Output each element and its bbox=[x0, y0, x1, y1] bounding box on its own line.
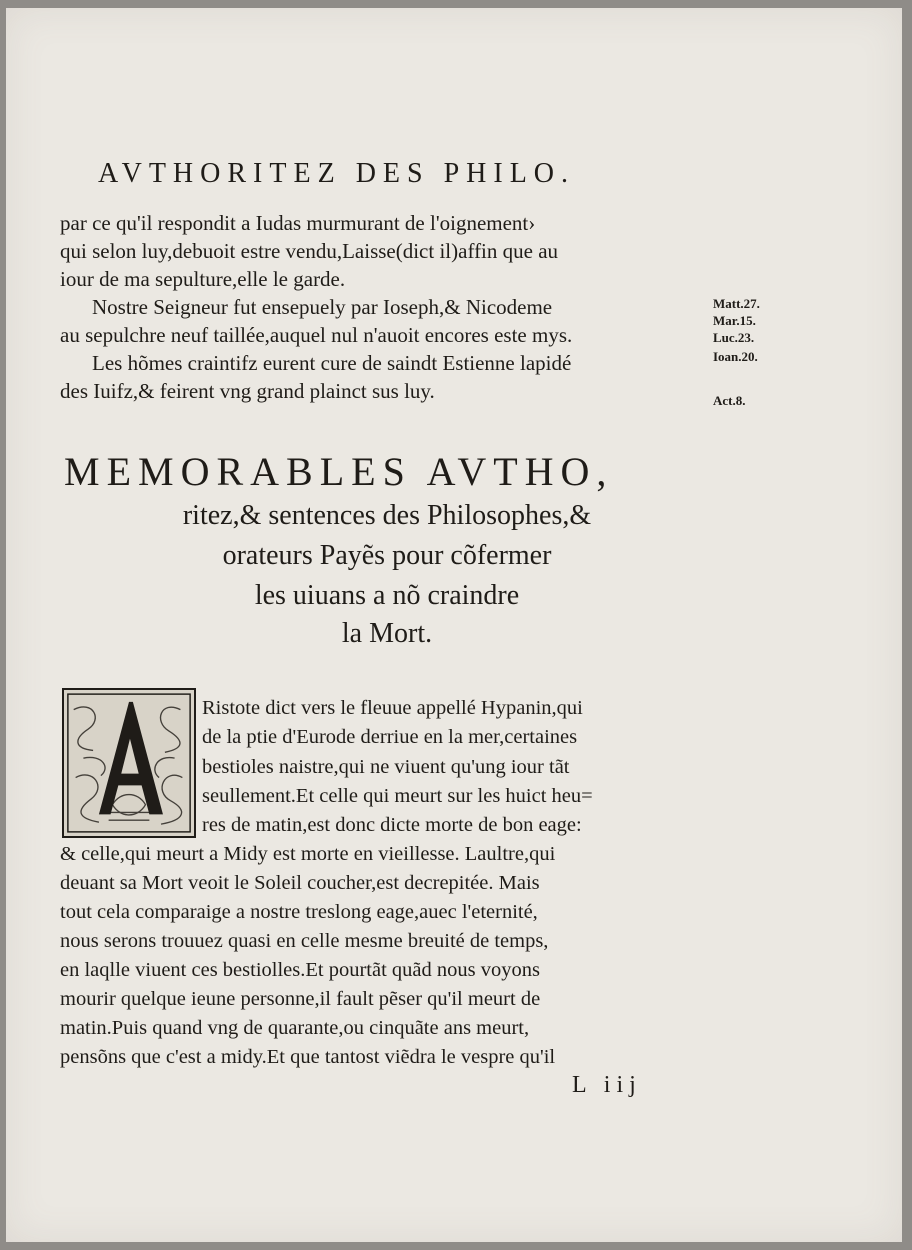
marginal-note: Matt.27. bbox=[713, 296, 760, 311]
text-line: Les hõmes craintifz eurent cure de saindt Estienne lapidé bbox=[92, 351, 572, 375]
body-line: de la ptie d'Eurode derriue en la mer,certaines bbox=[202, 726, 578, 748]
body-line: matin.Puis quand vng de quarante,ou cinquãte ans meurt, bbox=[60, 1017, 530, 1039]
body-line: res de matin,est donc dicte morte de bon eage: bbox=[202, 814, 582, 836]
body-line: nous serons trouuez quasi en celle mesme breuité de temps, bbox=[60, 930, 549, 952]
marginal-note: Mar.15. bbox=[713, 313, 756, 328]
marginal-note: Act.8. bbox=[713, 393, 746, 408]
text-line: par ce qu'il respondit a Iudas murmurant de l'oignement› bbox=[60, 211, 536, 235]
text-line: iour de ma sepulture,elle le garde. bbox=[60, 267, 346, 291]
body-line: mourir quelque ieune personne,il fault pẽser qu'il meurt de bbox=[60, 988, 541, 1010]
body-line: Ristote dict vers le fleuue appellé Hypanin,qui bbox=[202, 697, 583, 719]
section-title-line: les uiuans a nõ craindre bbox=[254, 580, 520, 611]
text-line: des Iuifz,& feirent vng grand plainct sus luy. bbox=[60, 379, 435, 403]
text-line: au sepulchre neuf taillée,auquel nul n'auoit encores este mys. bbox=[60, 323, 573, 347]
text-line: Nostre Seigneur fut ensepuely par Ioseph,& Nicodeme bbox=[92, 295, 553, 319]
body-line: seullement.Et celle qui meurt sur les huict heu= bbox=[202, 785, 593, 807]
section-title: MEMORABLES AVTHO, bbox=[64, 449, 614, 494]
body-line: tout cela comparaige a nostre treslong eage,auec l'eternité, bbox=[60, 901, 538, 923]
body-line: & celle,qui meurt a Midy est morte en vieillesse. Laultre,qui bbox=[60, 843, 556, 865]
body-line: en laqlle viuent ces bestiolles.Et pourtãt quãd nous voyons bbox=[60, 959, 540, 981]
signature-mark: L iij bbox=[572, 1072, 642, 1098]
decorated-initial bbox=[62, 688, 196, 838]
section-title-line: la Mort. bbox=[341, 618, 433, 649]
body-line: deuant sa Mort veoit le Soleil coucher,est decrepitée. Mais bbox=[60, 872, 540, 894]
body-line: pensõns que c'est a midy.Et que tantost viẽdra le vespre qu'il bbox=[60, 1046, 556, 1068]
marginal-note: Luc.23. bbox=[713, 330, 755, 345]
section-title-line: orateurs Payẽs pour cõfermer bbox=[222, 540, 552, 571]
book-page bbox=[6, 8, 902, 1242]
body-line: bestioles naistre,qui ne viuent qu'ung iour tãt bbox=[202, 756, 570, 778]
marginal-note: Ioan.20. bbox=[713, 349, 758, 364]
section-title-line: ritez,& sentences des Philosophes,& bbox=[182, 500, 592, 531]
woodcut-initial-icon bbox=[64, 690, 194, 836]
text-line: qui selon luy,debuoit estre vendu,Laisse(dict il)affin que au bbox=[60, 239, 559, 263]
running-head: AVTHORITEZ DES PHILO. bbox=[98, 158, 576, 189]
